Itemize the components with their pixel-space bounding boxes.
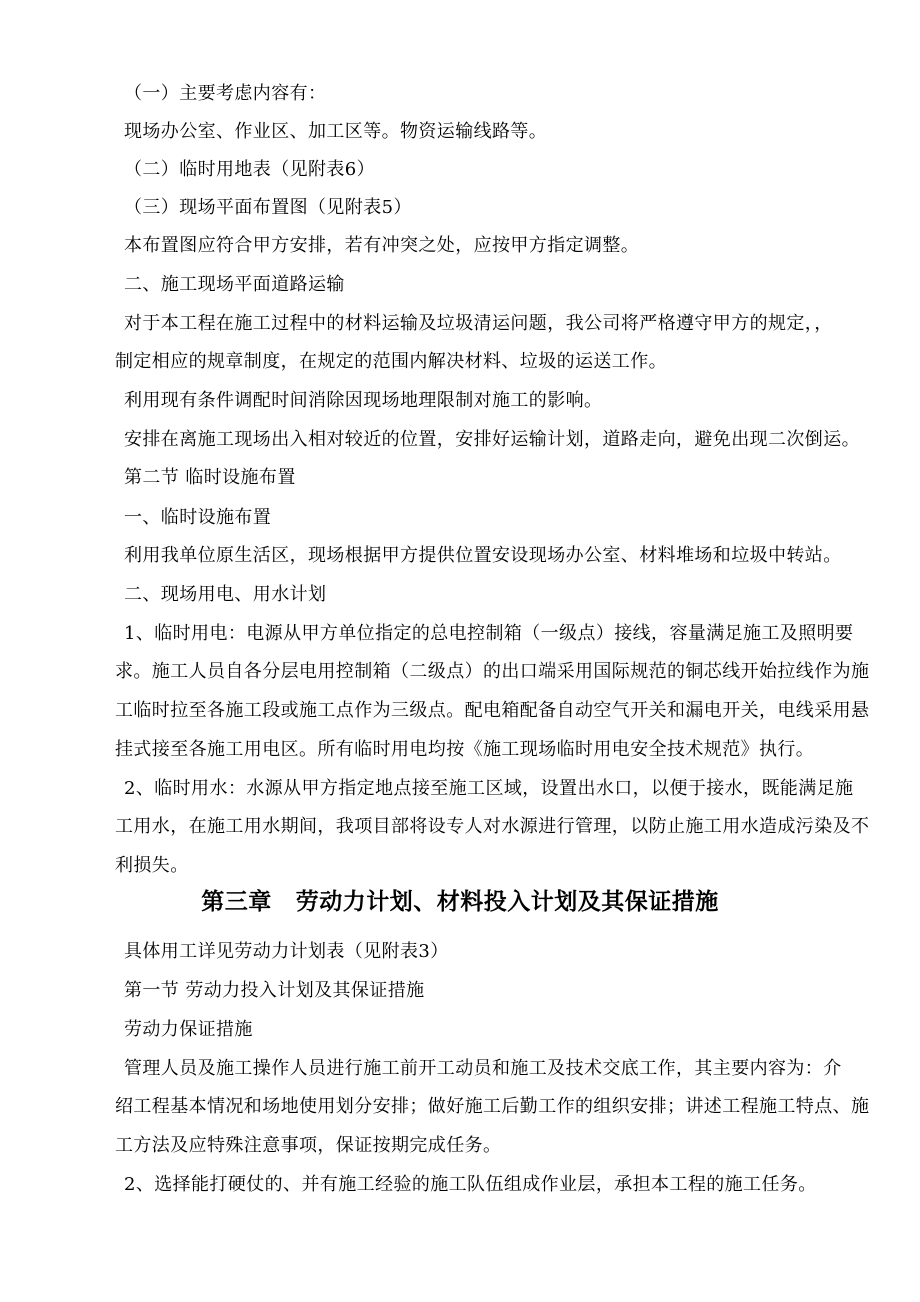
paragraph-line: 现场办公室、作业区、加工区等。物资运输线路等。 bbox=[124, 121, 548, 142]
paragraph-line: 本布置图应符合甲方安排，若有冲突之处，应按甲方指定调整。 bbox=[124, 235, 640, 256]
paragraph-line: 2、选择能打硬仗的、并有施工经验的施工队伍组成作业层，承担本工程的施工任务。 bbox=[124, 1174, 817, 1195]
chapter-heading bbox=[0, 889, 920, 915]
paragraph-line: 管理人员及施工操作人员进行施工前开工动员和施工及技术交底工作，其主要内容为：介 bbox=[124, 1058, 842, 1079]
paragraph-line: （一）主要考虑内容有： bbox=[124, 83, 327, 104]
paragraph-line: 利损失。 bbox=[115, 855, 189, 876]
paragraph-line: 1、临时用电：电源从甲方单位指定的总电控制箱（一级点）接线，容量满足施工及照明要 bbox=[124, 623, 854, 644]
paragraph-line: 劳动力保证措施 bbox=[124, 1019, 253, 1040]
chapter-number: 第三章 bbox=[201, 889, 272, 915]
paragraph-line: 工临时拉至各施工段或施工点作为三级点。配电箱配备自动空气开关和漏电开关，电线采用悬 bbox=[115, 700, 870, 721]
paragraph-line: 制定相应的规章制度，在规定的范围内解决材料、垃圾的运送工作。 bbox=[115, 351, 667, 372]
paragraph-line: 利用现有条件调配时间消除因现场地理限制对施工的影响。 bbox=[124, 390, 603, 411]
section-heading: 第二节 临时设施布置 bbox=[124, 467, 296, 488]
chapter-title: 劳动力计划、材料投入计划及其保证措施 bbox=[295, 889, 719, 915]
paragraph-line: 二、现场用电、用水计划 bbox=[124, 584, 327, 605]
paragraph-line: 利用我单位原生活区，现场根据甲方提供位置安设现场办公室、材料堆场和垃圾中转站。 bbox=[124, 545, 842, 566]
paragraph-line: 安排在离施工现场出入相对较近的位置，安排好运输计划，道路走向，避免出现二次倒运。 bbox=[124, 429, 860, 450]
paragraph-line: 求。施工人员自各分层电用控制箱（二级点）的出口端采用国际规范的铜芯线开始拉线作为施 bbox=[115, 661, 870, 682]
paragraph-line: 一、临时设施布置 bbox=[124, 507, 272, 528]
paragraph-line: （二）临时用地表（见附表6） bbox=[124, 159, 376, 180]
paragraph-line: 对于本工程在施工过程中的材料运输及垃圾清运问题，我公司将严格遵守甲方的规定，， bbox=[124, 313, 833, 334]
paragraph-line: 2、临时用水：水源从甲方指定地点接至施工区域，设置出水口，以便于接水，既能满足施 bbox=[124, 778, 854, 799]
paragraph-line: 工方法及应特殊注意事项，保证按期完成任务。 bbox=[115, 1135, 502, 1156]
paragraph-line: （三）现场平面布置图（见附表5） bbox=[124, 197, 412, 218]
paragraph-line: 绍工程基本情况和场地使用划分安排；做好施工后勤工作的组织安排；讲述工程施工特点、施 bbox=[115, 1096, 870, 1117]
paragraph-line: 二、施工现场平面道路运输 bbox=[124, 274, 345, 295]
paragraph-line: 挂式接至各施工用电区。所有临时用电均按《施工现场临时用电安全技术规范》执行。 bbox=[115, 739, 815, 760]
paragraph-line: 工用水，在施工用水期间，我项目部将设专人对水源进行管理，以防止施工用水造成污染及不 bbox=[115, 816, 870, 837]
paragraph-line: 具体用工详见劳动力计划表（见附表3） bbox=[124, 941, 449, 962]
section-heading: 第一节 劳动力投入计划及其保证措施 bbox=[124, 980, 425, 1001]
